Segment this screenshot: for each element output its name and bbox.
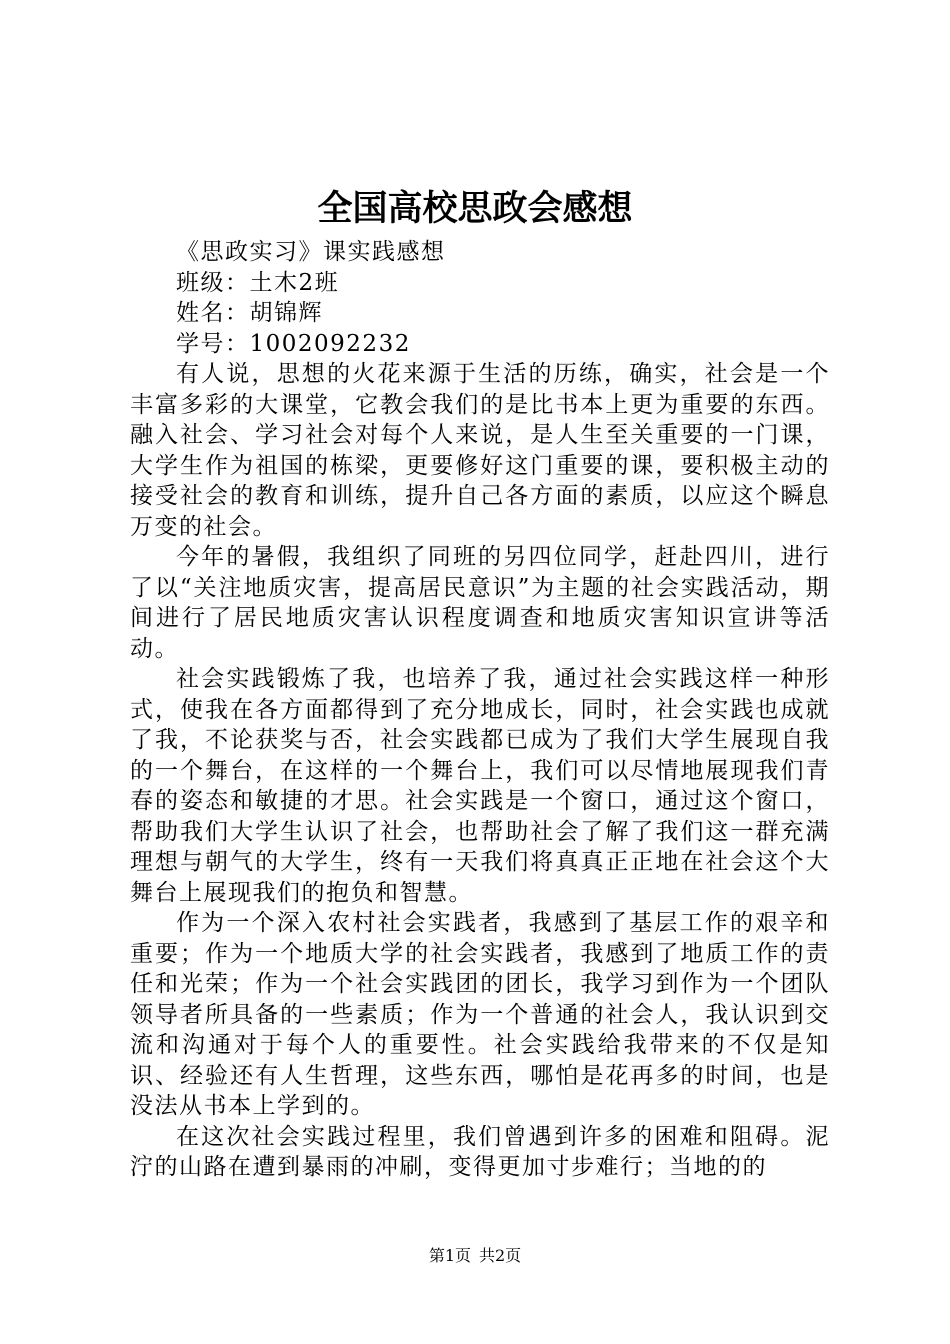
paragraph-course-title: 《思政实习》课实践感想	[176, 239, 446, 265]
document-title: 全国高校思政会感想	[317, 188, 633, 229]
document-body	[130, 237, 830, 1183]
paragraph-class: 班级：土木2班	[176, 269, 340, 296]
paragraph-student-id: 学号：1002092232	[176, 330, 411, 357]
page-footer	[0, 1244, 950, 1268]
page-number: 第1页	[428, 1246, 471, 1265]
paragraph: 在这次社会实践过程里，我们曾遇到许多的困难和阻碍。泥泞的山路在遭到暴雨的冲刷，变得更加寸步难行；当地的的	[130, 1123, 830, 1180]
page-total: 共2页	[479, 1246, 522, 1265]
paragraph: 有人说，思想的火花来源于生活的历练，确实，社会是一个丰富多彩的大课堂，它教会我们的是比书本上更为重要的东西。融入社会、学习社会对每个人来说，是人生至关重要的一门课，大学生作为祖国的栋梁，更要修好这门重要的课，要积极主动的接受社会的教育和训练，提升自己各方面的素质，以应这个瞬息万变的社会。	[130, 361, 830, 540]
paragraph: 社会实践锻炼了我，也培养了我，通过社会实践这样一种形式，使我在各方面都得到了充分地成长，同时，社会实践也成就了我，不论获奖与否，社会实践都已成为了我们大学生展现自我的一个舞台，在这样的一个舞台上，我们可以尽情地展现我们青春的姿态和敏捷的才思。社会实践是一个窗口，通过这个窗口，帮助我们大学生认识了社会，也帮助社会了解了我们这一群充满理想与朝气的大学生，终有一天我们将真真正正地在社会这个大舞台上展现我们的抱负和智慧。	[130, 666, 830, 906]
paragraph: 作为一个深入农村社会实践者，我感到了基层工作的艰辛和重要；作为一个地质大学的社会实践者，我感到了地质工作的责任和光荣；作为一个社会实践团的团长，我学习到作为一个团队领导者所具备的一些素质；作为一个普通的社会人，我认识到交流和沟通对于每个人的重要性。社会实践给我带来的不仅是知识、经验还有人生哲理，这些东西，哪怕是花再多的时间，也是没法从书本上学到的。	[130, 910, 830, 1119]
paragraph-name: 姓名：胡锦辉	[176, 300, 323, 326]
paragraph: 今年的暑假，我组织了同班的另四位同学，赶赴四川，进行了以“关注地质灾害，提高居民意识”为主题的社会实践活动，期间进行了居民地质灾害认识程度调查和地质灾害知识宣讲等活动。	[130, 544, 830, 662]
